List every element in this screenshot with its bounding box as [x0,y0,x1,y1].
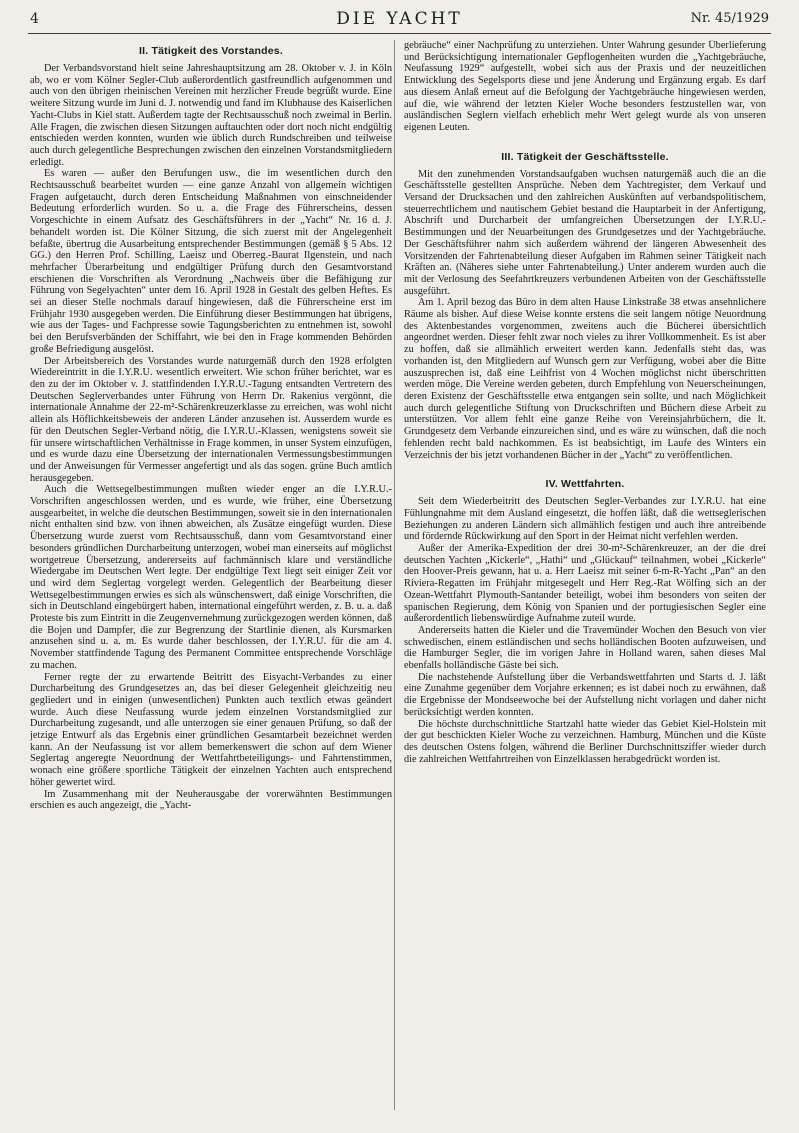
page-number: 4 [30,11,39,27]
paragraph: Am 1. April bezog das Büro in dem alten Hause Linkstraße 38 etwas ansehnlichere Räume als bisher. Auf diese Weise konnte erstens die seit langem nötige Neuordnung des Aktenbestandes vorgenommen, zweitens auch die Bücherei übersichtlich angeordnet werden. Dieser fehlt zwar noch vieles zu ihrer Vollkommenheit. Es ist aber zu hoffen, daß sie allmählich erweitert werden kann. Jedenfalls steht das, was vorhanden ist, den Mitgliedern auf Wunsch gern zur Verfügung, wobei aber die Bitte auszusprechen ist, daß eine Leihfrist von 4 Wochen möglichst nicht überschritten werden möge. Die Vereine werden gebeten, durch Empfehlung von Neuerscheinungen, deren Existenz der Geschäftsstelle etwa entgangen sein sollte, und nach Möglichkeit auch durch gelegentliche Stiftung von Druckschriften und Büchern diese Arbeit zu unterstützen. Vor allem fehlt eine ganze Reihe von Vereinsjahrbüchern, die lt. Grundgesetz dem Verbande einzureichen sind, und es wäre zu wünschen, daß die noch fehlenden recht bald nachkommen. Es ist beabsichtigt, im Laufe des Winters ein Verzeichnis der bis jetzt vorhandenen Bücher in der „Yacht“ zu veröffentlichen. [404,297,766,461]
paragraph: Es waren — außer den Berufungen usw., die im wesentlichen durch den Rechtsausschuß bearbeitet wurden — eine ganze Anzahl von allgemein wichtigen Fragen aufgetaucht, durch deren Entscheidung Maßnahmen von einschneidender Bedeutung erforderlich wurden. So u. a. die Frage des Führerscheins, dessen Vorgeschichte in einem Aufsatz des Geschäftsführers in der „Yacht“ Nr. 16 d. J. behandelt worden ist. Die Kölner Sitzung, die sich zuerst mit der Angelegenheit befaßte, übertrug die Ausarbeitung entsprechender Bestimmungen (gemäß § 5 Abs. 12 GG.) den Herren Prof. Schilling, Laeisz und Oberreg.-Baurat Ilgenstein, und nach mehrfacher Überarbeitung und endgültiger Prüfung durch den Gesamtvorstand erschienen die Vorschriften als Verordnung „Nachweis über die Befähigung zur Führung von Segelyachten“ unter dem 16. April 1928 in Gestalt des gelben Heftes. Es sei an dieser Stelle nochmals darauf hingewiesen, daß die Führerscheine erst im Frühjahr 1930 ausgegeben werden. Die Einführung dieser Bestimmungen hat übrigens, wie aus der Tages- und Fachpresse sowie Tagungsberichten zu entnehmen ist, sowohl bei den Berufsverbänden der Schiffahrt, wie bei den in Frage kommenden Behörden große Befriedigung ausgelöst. [30,168,392,355]
paragraph-continuation: gebräuche“ einer Nachprüfung zu unterziehen. Unter Wahrung gesunder Überlieferung und Berücksichtigung internationaler Gepflogenheiten wurden die „Yachtgebräuche, Neufassung 1929“ aufgestellt, wobei sich aus der Praxis und der neuzeitlichen Entwicklung des Segelsports diese und jene Änderung und Ergänzung ergab. Es darf aus diesem Anlaß erneut auf die Befolgung der Yachtgebräuche hingewiesen werden, auf die, wie während der letzten Kieler Woche besonders festzustellen war, von ausländischen Seglern vielfach erheblich mehr Wert gelegt wurde als von unseren eigenen Leuten. [404,40,766,133]
paragraph: Mit den zunehmenden Vorstandsaufgaben wuchsen naturgemäß auch die an die Geschäftsstelle gestellten Ansprüche. Neben dem Yachtregister, dem Verkauf und Versand der Drucksachen und den zahlreichen Auskünften auf verbandspolitischem, steuerrechtlichem und nautischem Gebiet bestand die Hauptarbeit in der Anfertigung, Abschrift und Durcharbeit der umfangreichen Übersetzungen der I.Y.R.U.-Bestimmungen und der Neuarbeitungen des Grundgesetzes und der Yachtgebräuche. Der Geschäftsführer nahm sich außerdem während der längeren Abwesenheit des Vorsitzenden der Fahrtenabteilung dieser Aufgaben im Rahmen seiner Tätigkeit nach Kräften an. (Näheres siehe unter Fahrtenabteilung.) Unter anderem wurden auch die mit der Verlosung des Seefahrtkreuzers verbundenen Arbeiten von der Geschäftsstelle ausgeführt. [404,168,766,297]
paragraph: Die nachstehende Aufstellung über die Verbandswettfahrten und Starts d. J. läßt eine Zunahme gegenüber dem Vorjahre erkennen; es ist dabei noch zu erwähnen, daß die Ergebnisse der Mondseewoche bei der Aufstellung nicht vorlagen und daher nicht berücksichtigt werden konnten. [404,671,766,718]
paragraph: Die höchste durchschnittliche Startzahl hatte wieder das Gebiet Kiel-Holstein mit der gut beschickten Kieler Woche zu verzeichnen. Hamburg, München und die Küste des deutschen Ostens folgen, während die Berliner Durchschnittsziffer wieder durch die zahlreichen Wettfahrtreihen von Einzelklassen herabgedrückt worden ist. [404,718,766,765]
paragraph: Im Zusammenhang mit der Neuherausgabe der vorerwähnten Bestimmungen erschien es auch angezeigt, die „Yacht- [30,788,392,812]
section-spacer [404,134,766,146]
paragraph: Andererseits hatten die Kieler und die Travemünder Wochen den Besuch von vier schwedischen, einem estländischen und sechs holländischen Booten aufzuweisen, und die Hamburger Segler, die im vorigen Jahre in Holland waren, sahen dieses Mal ebenfalls holländische Gäste bei sich. [404,624,766,672]
column-divider [394,40,395,1110]
issue-number: Nr. 45/1929 [690,11,769,26]
right-column [404,40,766,1125]
paragraph: Auch die Wettsegelbestimmungen mußten wieder enger an die I.Y.R.U.-Vorschriften angeschlossen werden, und es wurde, wie früher, eine Übersetzung ausgearbeitet, in welche die deutschen Bestimmungen, soweit sie in den internationalen nicht enthalten sind bzw. von ihnen abweichen, als Zusätze eingefügt wurden. Diese Übersetzung wurde zuerst vom Rechtsausschuß, dann vom Gesamtvorstand einer besonders gründlichen Durcharbeitung unterzogen, wobei man einerseits auf möglichst wortgetreue Übersetzung, andererseits auf fachmännisch klare und verständliche Wiedergabe im Deutschen Wert legte. Der endgültige Text liegt seit einiger Zeit vor und wird dem Seglertag vorgelegt werden. Gelegentlich der Bearbeitung dieser Wettsegelbestimmungen erwies es sich als wünschenswert, daß einige Vorschriften, die sich in Deutschland eingebürgert haben, international eingeführt werden, z. B. u. a. daß Proteste bis zum Eintritt in die Zeugenvernehmung zurückgezogen werden können, daß die Bojen und Dampfer, die zur Begrenzung der Startlinie dienen, als Kursmarken anzusehen sind u. a. m. Es wurde daher beschlossen, der I.Y.R.U. für die am 4. November stattfindende Tagung des Permanent Committee entsprechende Vorschläge zu machen. [30,484,392,671]
left-column [30,40,392,1125]
section-heading-wettfahrten: IV. Wettfahrten. [545,478,625,491]
header-rule [28,33,771,34]
page-header [0,8,799,32]
journal-title: DIE YACHT [336,9,463,29]
section-heading-vorstand: II. Tätigkeit des Vorstandes. [139,45,283,57]
section-heading-geschaeftsstelle: III. Tätigkeit der Geschäftsstelle. [501,150,669,163]
paragraph: Der Verbandsvorstand hielt seine Jahreshauptsitzung am 28. Oktober v. J. in Köln ab, wo er vom Kölner Segler-Club außerordentlich gastfreundlich aufgenommen und auch von den übrigen rheinischen Vereinen mit herzlicher Freude begrüßt wurde. Eine weitere Sitzung wurde im Juni d. J. notwendig und fand im Klubhause des Kaiserlichen Yacht-Clubs in Kiel statt. Außerdem tagte der Rechtsausschuß noch zweimal in Berlin. Alle Fragen, die zwischen diesen Sitzungen auftauchten oder dort noch nicht endgültig entschieden werden konnten, wurden wie üblich durch Rundschreiben und teilweise auch durch gelegentliche Besprechungen zwischen den einzelnen Vorstandsmitgliedern erledigt. [30,63,392,168]
paragraph: Ferner regte der zu erwartende Beitritt des Eisyacht-Verbandes zu einer Durcharbeitung des Grundgesetzes an, das bei dieser Gelegenheit gleichzeitig neu gegliedert und in einigen (unwesentlichen) Punkten auch textlich etwas geändert wurde. Auch diese Neufassung wurde jedem einzelnen Vorstandsmitglied zur Durcharbeitung zugesandt, und alle unterzogen sie einer genauen Prüfung, so daß der jetzige Entwurf als das Ergebnis einer gründlichen Gesamtarbeit bezeichnet werden kann. An der Neufassung ist vor allem bemerkenswert die schon auf dem Wiener Seglertag angeregte Neuordnung der Wettfahrtbeteiligungs- und Fahrtenstimmen, wonach eine größere sportliche Tätigkeit der einzelnen Yachten auch entsprechend höher gewertet wird. [30,671,392,788]
paragraph: Der Arbeitsbereich des Vorstandes wurde naturgemäß durch den 1928 erfolgten Wiedereintritt in die I.Y.R.U. wesentlich erweitert. Wie schon früher berichtet, war es den zu der im Oktober v. J. stattfindenden I.Y.R.U.-Tagung entsandten Vertretern des Deutschen Seglerverbandes unter Führung von Herrn Dr. Rakenius vergönnt, die internationale Annahme der 22-m²-Schärenkreuzerklasse zu erreichen, was wohl nicht allein als Höflichkeitsbeweis der anderen Länder anzusehen ist. Ausserdem wurde es für den Deutschen Segler-Verband nötig, die I.Y.R.U.-Klassen, wenigstens soweit sie für unsere wirtschaftlichen Verhältnisse in Frage kommen, in unser System einzufügen, und es wurde dazu eine Übersetzung der internationalen Vermessungsbestimmungen und der Anweisungen für Vermesser angefertigt und als das sogen. grüne Buch amtlich herausgegeben. [30,355,392,484]
paragraph: Außer der Amerika-Expedition der drei 30-m²-Schärenkreuzer, an der die drei deutschen Yachten „Kickerle“, „Hathi“ und „Glückauf“ teilnahmen, wobei „Kickerle“ den Hoover-Preis gewann, hat u. a. Herr Laeisz mit seiner 6-m-R-Yacht „Pan“ an den Riviera-Regatten im Frühjahr mitgesegelt und Herr Reg.-Rat Wölfing sich an der Ozean-Wettfahrt Plymouth-Santander beteiligt, wobei ihm besonders von seiten der spanischen Regierung, dem König von Spanien und der portugiesischen Segler eine außerordentlich liebenswürdige Aufnahme zuteil wurde. [404,543,766,625]
section-spacer [404,461,766,473]
paragraph: Seit dem Wiederbeitritt des Deutschen Segler-Verbandes zur I.Y.R.U. hat eine Fühlungnahme mit dem Ausland eingesetzt, die hoffen läßt, daß die wettseglerischen Beziehungen zu anderen Ländern sich allmählich festigen und auch ihre antreibende und fördernde Rückwirkung auf den Sport in der Heimat nicht verfehlen werden. [404,496,766,543]
